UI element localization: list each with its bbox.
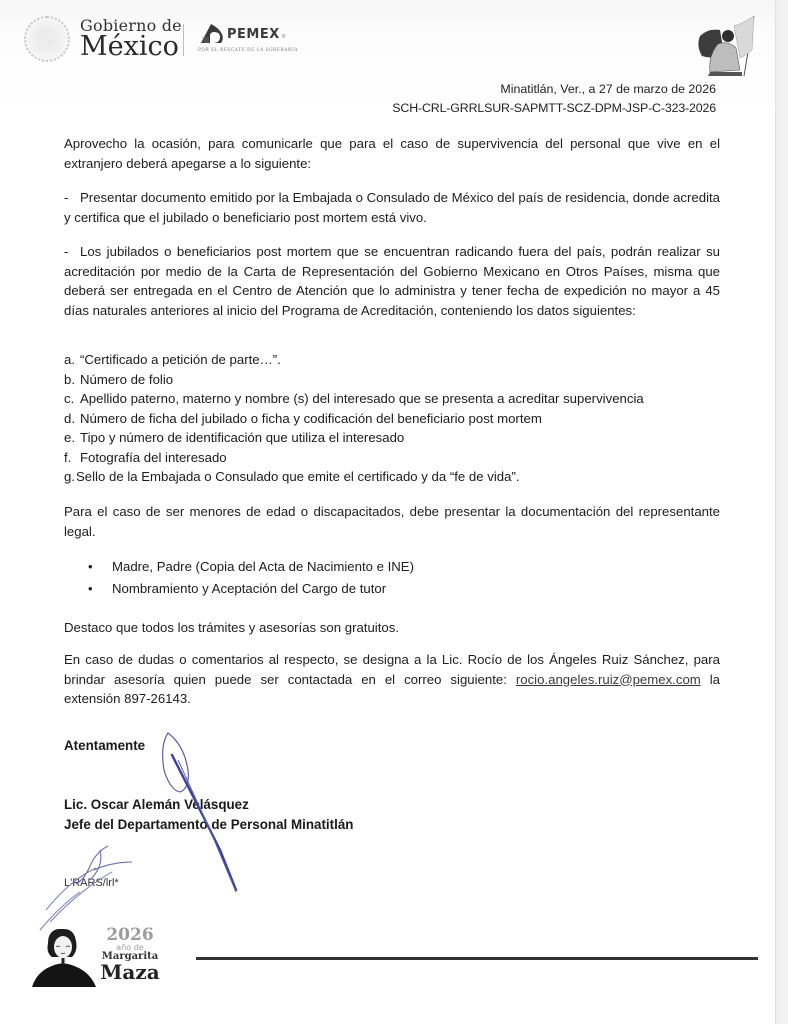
pemex-wordmark: PEMEX <box>227 26 280 42</box>
point-2-paragraph <box>64 242 720 320</box>
margarita-maza-2026-badge <box>30 925 160 987</box>
gobierno-de-mexico-logo <box>24 16 182 62</box>
point-1-text: Presentar documento emitido por la Embajada o Consulado de México del país de residencia, donde acredita y certifica que el jubilado o beneficiario post mortem está vivo. <box>64 190 720 225</box>
list-item: d. Número de ficha del jubilado o ficha y codificación del beneficiario post mortem <box>64 410 542 426</box>
list-item: c. Apellido paterno, materno y nombre (s) del interesado que se presenta a acreditar supervivencia <box>64 391 644 406</box>
list-item: f. Fotografía del interesado <box>64 449 227 465</box>
pemex-logo <box>198 24 298 52</box>
intro-paragraph: Aprovecho la ocasión, para comunicarle que para el caso de supervivencia del personal que vive en el extranjero deberá apegarse a lo siguiente: <box>64 136 720 171</box>
bullet-icon: • <box>88 559 93 574</box>
logo-divider <box>183 24 184 56</box>
dash-marker: - <box>64 244 69 259</box>
free-services-note: Destaco que todos los trámites y asesorías son gratuitos. <box>64 620 399 635</box>
pemex-eagle-icon <box>198 24 224 44</box>
footer-rule <box>196 957 758 960</box>
list-item: b. Número de folio <box>64 371 174 387</box>
scan-page-edge <box>775 0 788 1024</box>
reference-initials: L'RARS/lrl* <box>64 877 119 889</box>
closing-salutation: Atentamente <box>64 738 146 753</box>
gov-logo-line1: Gobierno de <box>80 16 182 35</box>
list-item: a. “Certificado a petición de parte…”. <box>64 352 281 367</box>
dash-marker: - <box>64 190 69 205</box>
minors-paragraph: Para el caso de ser menores de edad o discapacitados, debe presentar la documentación del representante legal. <box>64 504 720 539</box>
signer-title: Jefe del Departamento de Personal Minatitlán <box>64 817 354 832</box>
minors-documents-list <box>88 556 414 600</box>
list-item: • Nombramiento y Aceptación del Cargo de tutor <box>88 578 414 600</box>
signer-name: Lic. Oscar Alemán Velásquez <box>64 797 249 812</box>
pemex-tagline: POR EL RESCATE DE LA SOBERANÍA <box>198 47 298 52</box>
gov-logo-line2: México <box>80 31 179 62</box>
point-2-text: Los jubilados o beneficiarios post mortem que se encuentran radicando fuera del país, podrán realizar su acreditación por medio de la Carta de Representación del Gobierno Mexicano en Otros Países, misma que deberá ser entregada en el Centro de Atención que lo administra y tener fecha de expedición no mayor a 45 días naturales anteriores al inicio del Programa de Acreditación, conteniendo los datos siguientes: <box>64 244 720 318</box>
requirements-list <box>64 350 744 487</box>
heroine-with-flag-icon <box>694 14 758 78</box>
list-item: e. Tipo y número de identificación que utiliza el interesado <box>64 430 405 445</box>
reference-number: SCH-CRL-GRRLSUR-SAPMTT-SCZ-DPM-JSP-C-323-2026 <box>392 101 716 115</box>
badge-last-name: Maza <box>100 960 160 984</box>
badge-sub: año de <box>116 943 144 952</box>
list-item: g. Sello de la Embajada o Consulado que emite el certificado y da “fe de vida”. <box>64 469 520 484</box>
badge-year: 2026 <box>106 925 154 945</box>
badge-first-name: Margarita <box>101 951 159 962</box>
list-item: • Madre, Padre (Copia del Acta de Nacimiento e INE) <box>88 556 414 578</box>
margarita-maza-portrait-icon <box>30 925 100 987</box>
bullet-icon: • <box>88 581 93 596</box>
point-1-paragraph <box>64 188 720 227</box>
registered-mark: ® <box>281 34 286 40</box>
contact-email-link[interactable]: rocio.angeles.ruiz@pemex.com <box>515 671 701 687</box>
national-seal-icon <box>24 16 70 62</box>
dateline: Minatitlán, Ver., a 27 de marzo de 2026 <box>500 82 716 96</box>
contact-paragraph: En caso de dudas o comentarios al respecto, se designa a la Lic. Rocío de los Ángeles Ruiz Sánchez, para brindar asesoría quien puede ser contactada en el correo siguiente: rocio.angeles.ruiz@pemex.com la extensión 897-26143. <box>64 652 720 706</box>
